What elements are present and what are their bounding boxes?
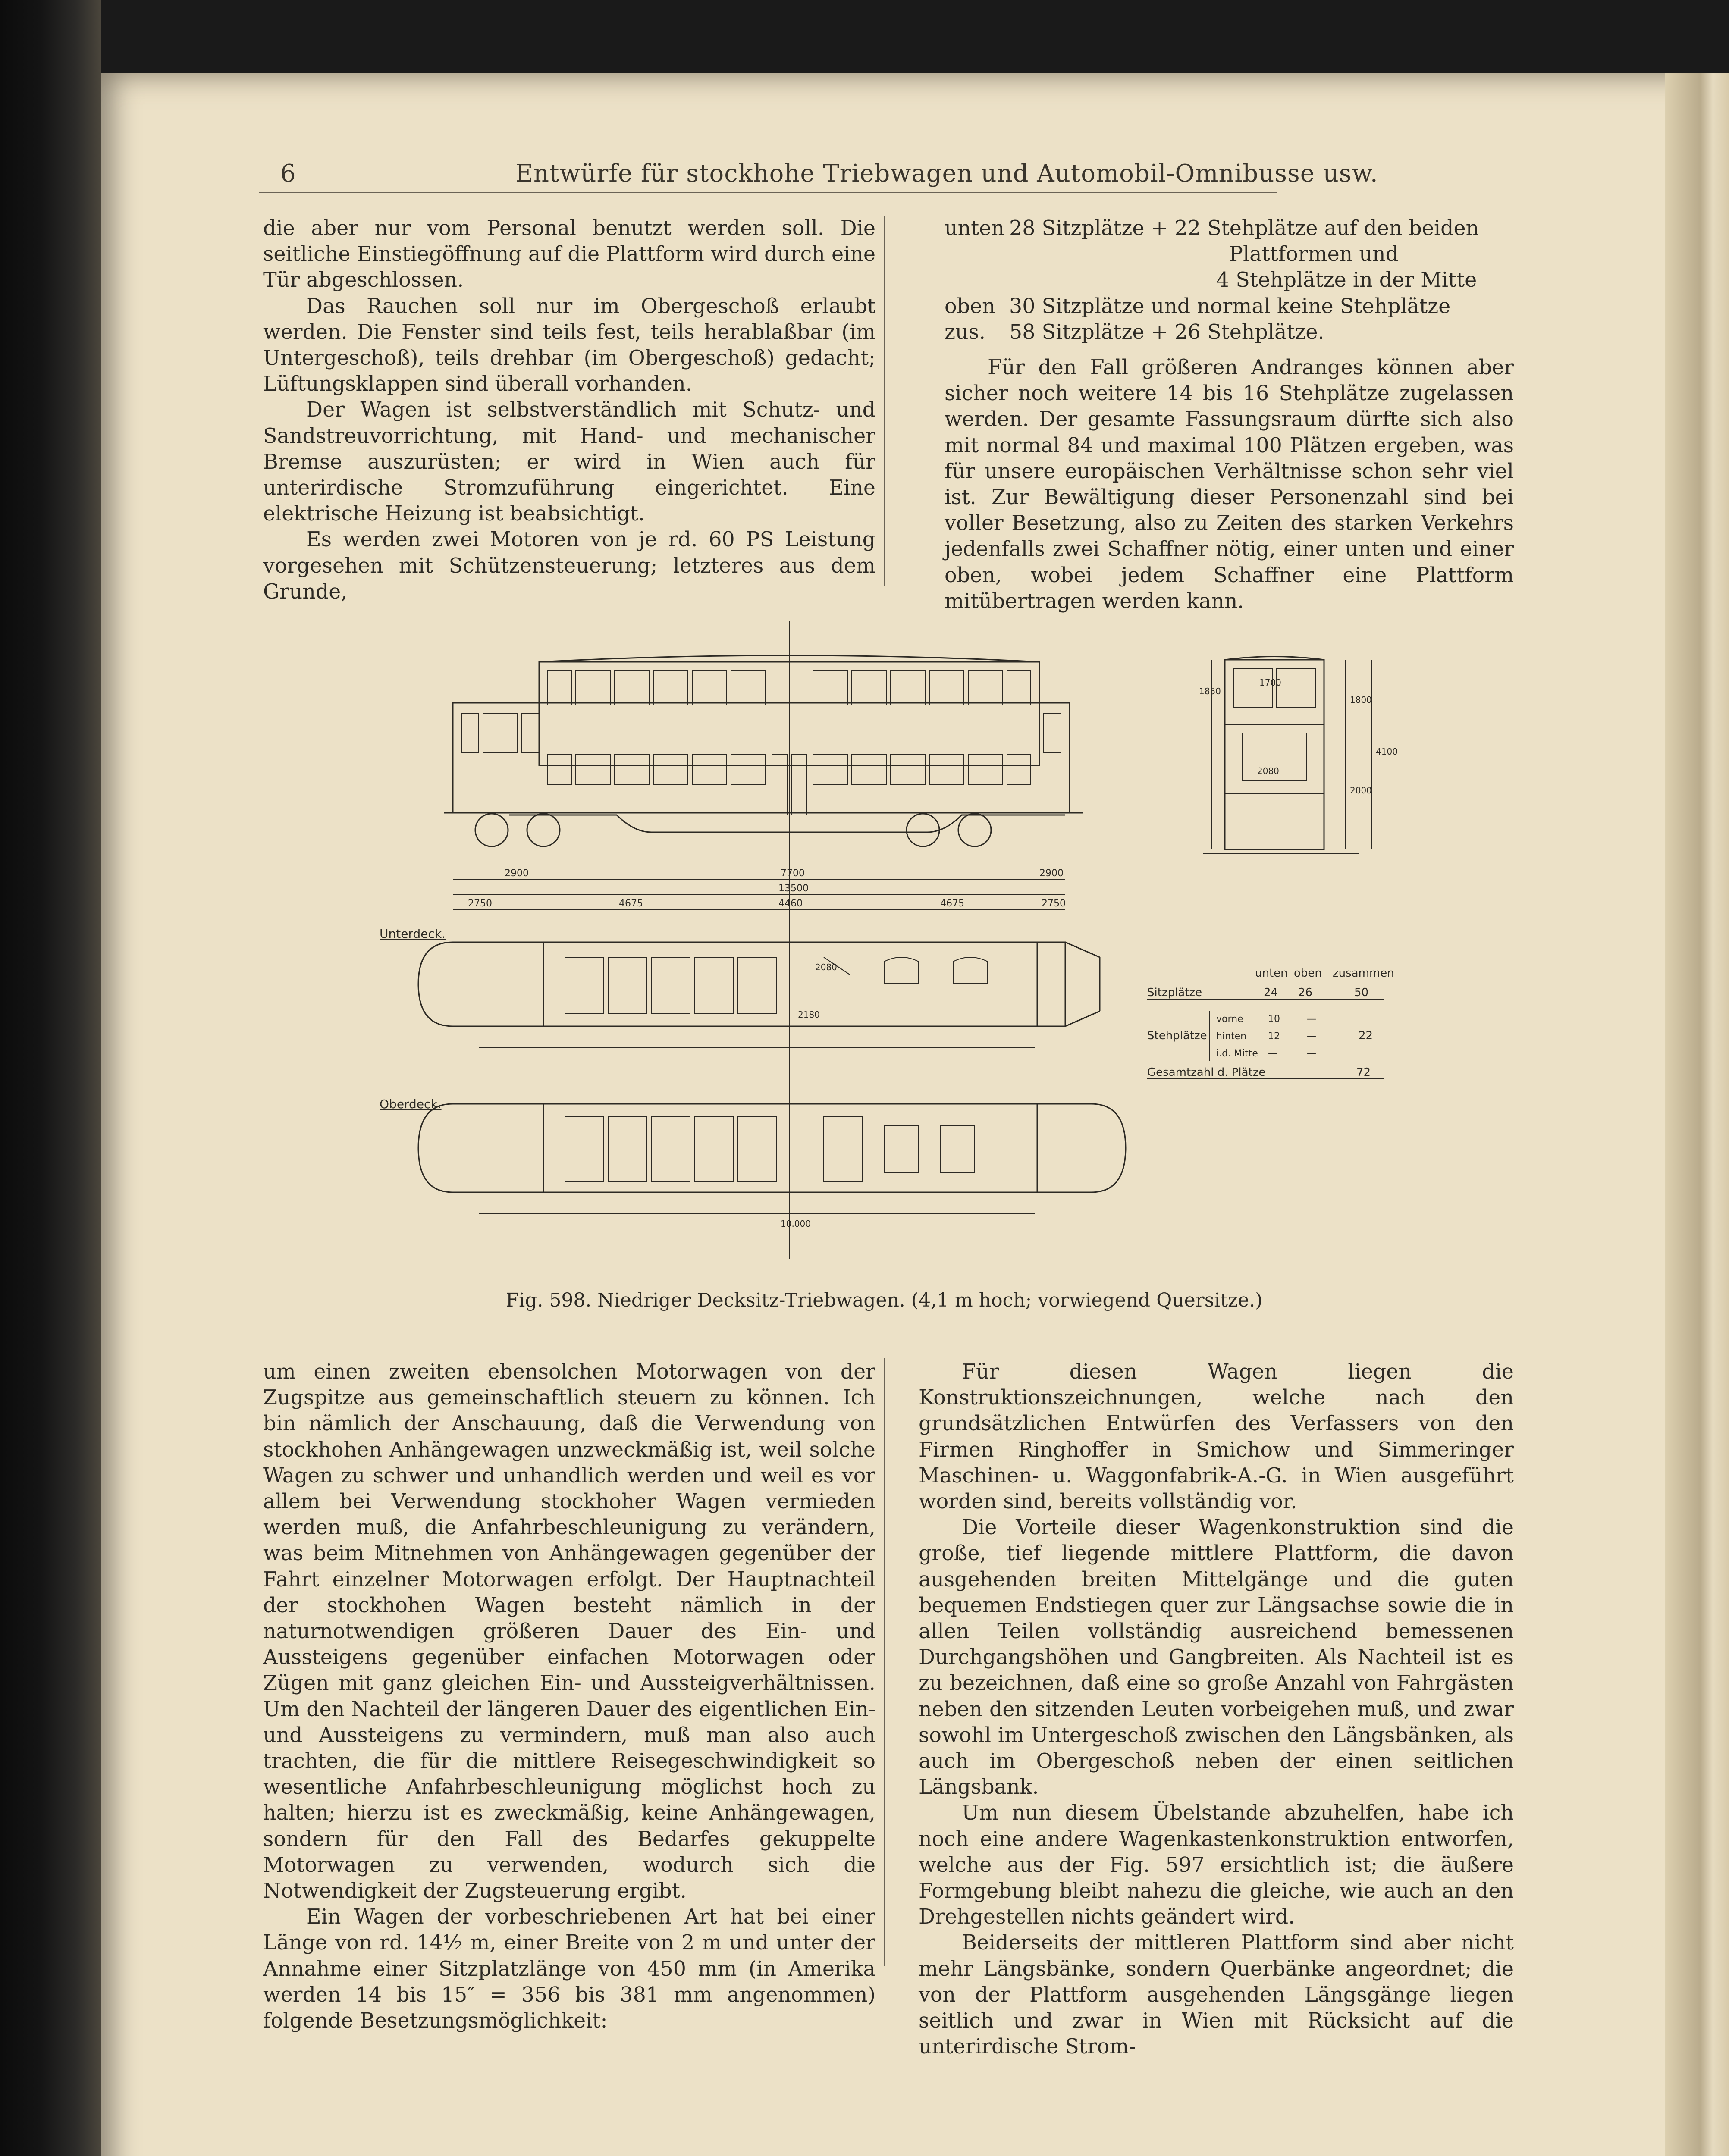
- seating-row-zus: [945, 320, 1514, 345]
- table-value: 24: [1264, 986, 1278, 999]
- wheel: [907, 814, 939, 846]
- table-header: unten: [1255, 967, 1288, 980]
- table-dash: —: [1307, 1031, 1316, 1042]
- end-elevation: [1199, 657, 1398, 854]
- table-value: 72: [1356, 1066, 1371, 1079]
- top-right-column: [945, 216, 1514, 614]
- dim-label: 2000: [1350, 785, 1372, 796]
- dimension-lines-elevation: [453, 880, 1065, 910]
- figure-drawing: [367, 612, 1423, 1259]
- book-binding: [0, 0, 101, 2156]
- dim-label: 2900: [505, 868, 529, 879]
- wheel: [958, 814, 991, 846]
- wheel: [475, 814, 508, 846]
- paragraph: Das Rauchen soll nur im Obergeschoß erlaubt werden. Die Fenster sind teils fest, teils herablaßbar (im Untergeschoß), teils drehbar (im Obergeschoß) gedacht; Lüftungsklappen sind überall vorhanden.: [263, 294, 875, 396]
- table-dash: —: [1268, 1048, 1277, 1059]
- table-header: oben: [1294, 967, 1322, 980]
- upper-deck-plan: [418, 1104, 1126, 1214]
- page-number: 6: [280, 160, 296, 188]
- table-label: Gesamtzahl d. Plätze: [1147, 1066, 1266, 1079]
- seating-text: 28 Sitzplätze + 22 Stehplätze auf den beiden: [1009, 216, 1479, 240]
- paragraph: die aber nur vom Personal benutzt werden soll. Die seitliche Einstiegöffnung auf die Plattform wird durch eine Tür abgeschlossen.: [263, 216, 875, 292]
- underframe: [509, 815, 1065, 832]
- table-value: 12: [1268, 1031, 1280, 1042]
- bottom-left-column: [263, 1359, 875, 2034]
- table-value: 10: [1268, 1014, 1280, 1025]
- table-header: zusammen: [1333, 967, 1394, 980]
- dim-label: 13500: [778, 883, 809, 894]
- lower-windows: [461, 714, 1061, 815]
- seating-row-unten: [945, 216, 1514, 241]
- dim-label: 4100: [1376, 746, 1398, 757]
- paragraph: Es werden zwei Motoren von je rd. 60 PS Leistung vorgesehen mit Schützensteuerung; letzteres aus dem Grunde,: [263, 528, 875, 604]
- table-dash: —: [1307, 1014, 1316, 1025]
- lower-deck-label: Unterdeck.: [380, 927, 446, 941]
- paragraph: Für diesen Wagen liegen die Konstruktionszeichnungen, welche nach den grundsätzlichen Entwürfen des Verfassers von den Firmen Ringhoffer in Smichow und Simmeringer Maschinen- u. Waggonfabrik-A.-G. in Wien ausgeführt worden sind, bereits vollständig vor.: [919, 1360, 1514, 1514]
- dim-label: 4460: [778, 898, 803, 909]
- dim-label: 2750: [468, 898, 492, 909]
- dim-label: 2080: [1257, 766, 1279, 776]
- paragraph: Beiderseits der mittleren Plattform sind aber nicht mehr Längsbänke, sondern Querbänke angeordnet; die von der Plattform ausgehenden Längsgänge liegen seitlich und zwar in Wien mit Rücksicht auf die unterirdische Strom-: [919, 1931, 1514, 2059]
- column-rule: [884, 216, 885, 586]
- table-value: 26: [1298, 986, 1313, 999]
- side-elevation: [401, 655, 1100, 846]
- table-label: Sitzplätze: [1147, 986, 1202, 999]
- dim-label: 1850: [1199, 686, 1221, 696]
- page-edge-gutter: [1665, 73, 1729, 2156]
- dim-label: 2900: [1039, 868, 1064, 879]
- seating-table: [1147, 967, 1394, 1079]
- bottom-right-column: [919, 1359, 1514, 2060]
- lower-body: [453, 703, 1070, 813]
- seating-cont: 4 Stehplätze in der Mitte: [1216, 268, 1477, 292]
- dim-label: 2080: [815, 962, 837, 972]
- dim-label: 2180: [798, 1009, 820, 1020]
- table-sublabel: vorne: [1216, 1014, 1243, 1025]
- dim-label: 4675: [619, 898, 643, 909]
- figure-caption: Fig. 598. Niedriger Decksitz-Triebwagen. (4,1 m hoch; vorwiegend Quersitze.): [505, 1289, 1263, 1311]
- table-value: 22: [1359, 1029, 1373, 1042]
- table-sublabel: i.d. Mitte: [1216, 1048, 1258, 1059]
- column-rule: [884, 1358, 885, 1966]
- paragraph: um einen zweiten ebensolchen Motorwagen von der Zugspitze aus gemeinschaftlich steuern zu können. Ich bin nämlich der Anschauung, daß die Verwendung von stockhohen Anhängewagen unzweckmäßig ist, weil solche Wagen zu schwer und unhandlich werden und weil es vor allem bei Verwendung stockhoher Wagen vermieden werden muß, die Anfahrbeschleunigung zu verändern, was beim Mitnehmen von Anhängewagen gegenüber der Fahrt einzelner Motorwagen erfolgt. Der Hauptnachteil der stockhohen Wagen besteht nämlich in der naturnotwendigen größeren Dauer des Ein- und Aussteigens gegenüber einfachen Motorwagen oder Zügen mit ganz gleichen Ein- und Aussteigverhältnissen. Um den Nachteil der längeren Dauer des eigentlichen Ein- und Aussteigens zu vermindern, muß man also auch trachten, die für die mittlere Reisegeschwindigkeit so wesentliche Anfahrbeschleunigung möglichst hoch zu halten; hierzu ist es zweckmäßig, keine Anhängewagen, sondern für den Fall des Bedarfes gekuppelte Motorwagen zu verwenden, wodurch sich die Notwendigkeit der Zugsteuerung ergibt.: [263, 1360, 875, 1903]
- upper-deck-label: Oberdeck.: [380, 1097, 442, 1111]
- seating-row-oben: [945, 294, 1514, 320]
- table-dash: —: [1307, 1048, 1316, 1059]
- seating-cont: Plattformen und: [1229, 242, 1399, 266]
- dim-label: 2750: [1042, 898, 1066, 909]
- lower-deck-plan: [418, 942, 1100, 1048]
- seating-label: zus.: [945, 320, 986, 344]
- paragraph: Der Wagen ist selbstverständlich mit Schutz- und Sandstreuvorrichtung, mit Hand- und mechanischer Bremse auszurüsten; er wird in Wien auch für unterirdische Stromzuführung eingerichtet. Eine elektrische Heizung ist beabsichtigt.: [263, 398, 875, 526]
- seating-text: 58 Sitzplätze + 26 Stehplätze.: [1009, 320, 1324, 344]
- paragraph: Um nun diesem Übelstande abzuhelfen, habe ich noch eine andere Wagenkastenkonstruktion entworfen, welche aus der Fig. 597 ersichtlich ist; die äußere Formgebung bleibt nahezu die gleiche, wie auch an den Drehgestellen nichts geändert wird.: [919, 1801, 1514, 1929]
- running-title: Entwürfe für stockhohe Triebwagen und Automobil-Omnibusse usw.: [515, 160, 1378, 188]
- paragraph: Die Vorteile dieser Wagenkonstruktion sind die große, tief liegende mittlere Plattform, die davon ausgehenden breiten Mittelgänge und die guten bequemen Endstiegen quer zur Längsachse sowie die in allen Teilen vollständig ausreichend bemessenen Durchgangshöhen und Gangbreiten. Als Nachteil ist es zu bezeichnen, daß eine so große Anzahl von Fahrgästen neben den sitzenden Leuten vorbeigehen muß, und zwar sowohl im Untergeschoß zwischen den Längsbänken, als auch im Obergeschoß neben der einen seitlichen Längsbank.: [919, 1516, 1514, 1799]
- dim-label: 10.000: [781, 1219, 811, 1229]
- seating-text: 30 Sitzplätze und normal keine Stehplätze: [1009, 294, 1451, 318]
- paragraph: Ein Wagen der vorbeschriebenen Art hat bei einer Länge von rd. 14½ m, einer Breite von 2 m und unter der Annahme einer Sitzplatzlänge von 450 mm (in Amerika werden 14 bis 15″ = 356 bis 381 mm angenommen) folgende Besetzungsmöglichkeit:: [263, 1905, 875, 2033]
- top-left-column: [263, 216, 875, 605]
- seating-label: unten: [945, 216, 1004, 240]
- table-sublabel: hinten: [1216, 1031, 1247, 1042]
- header-rule: [259, 192, 1277, 193]
- paragraph: Für den Fall größeren Andranges können aber sicher noch weitere 14 bis 16 Stehplätze zugelassen werden. Der gesamte Fassungsraum dürfte sich also mit normal 84 und maximal 100 Plätzen ergeben, was für unsere europäischen Verhältnisse schon sehr viel ist. Zur Bewältigung dieser Personenzahl sind bei voller Besetzung, also zu Zeiten des starken Verkehrs jedenfalls zwei Schaffner nötig, einer unten und einer oben, wobei jedem Schaffner eine Plattform mitübertragen werden kann.: [945, 356, 1514, 613]
- dim-label: 1800: [1350, 695, 1372, 705]
- table-label: Stehplätze: [1147, 1029, 1207, 1042]
- wheel: [527, 814, 560, 846]
- seating-label: oben: [945, 294, 995, 318]
- dim-label: 4675: [940, 898, 964, 909]
- dim-label: 7700: [781, 868, 805, 879]
- table-value: 50: [1354, 986, 1369, 999]
- dim-label: 1700: [1259, 677, 1281, 688]
